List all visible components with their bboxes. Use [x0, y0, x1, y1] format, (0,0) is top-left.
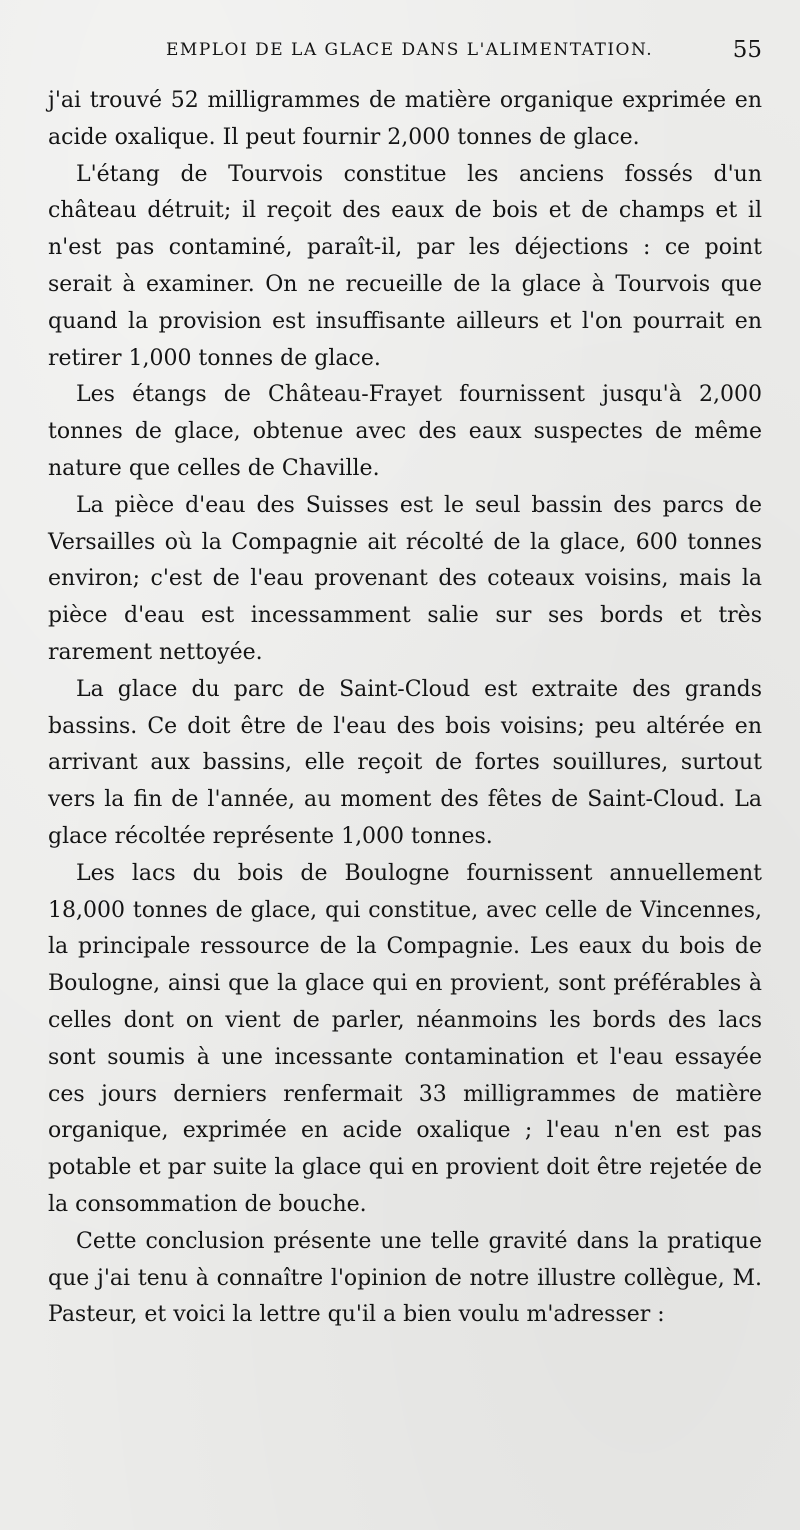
paragraph-continuation: j'ai trouvé 52 milligrammes de matière organique exprimée en acide oxalique. Il peut fournir 2,000 tonnes de glace.	[48, 88, 762, 150]
paragraph-chateau-frayet: Les étangs de Château-Frayet fournissent jusqu'à 2,000 tonnes de glace, obtenue avec des eaux suspectes de même nature que celles de Chaville.	[48, 382, 762, 481]
body-text	[48, 83, 762, 1334]
paragraph-bois-de-boulogne: Les lacs du bois de Boulogne fournissent annuellement 18,000 tonnes de glace, qui constitue, avec celle de Vincennes, la principale ressource de la Compagnie. Les eaux du bois de Boulogne, ainsi que la glace qui en provient, sont préférables à celles dont on vient de parler, néanmoins les bords des lacs sont soumis à une incessante contamination et l'eau essayée ces jours derniers renfermait 33 milligrammes de matière organique, exprimée en acide oxalique ; l'eau n'en est pas potable et par suite la glace qui en provient doit être rejetée de la consommation de bouche.	[48, 860, 762, 1217]
page-number: 55	[732, 37, 762, 63]
running-head	[48, 0, 762, 78]
paragraph-conclusion: Cette conclusion présente une telle gravité dans la pratique que j'ai tenu à connaître l'opinion de notre illustre collègue, M. Pasteur, et voici la lettre qu'il a bien voulu m'adresser :	[48, 1228, 762, 1328]
running-title: EMPLOI DE LA GLACE DANS L'ALIMENTATION.	[166, 40, 654, 60]
paragraph-saint-cloud: La glace du parc de Saint-Cloud est extraite des grands bassins. Ce doit être de l'eau des bois voisins; peu altérée en arrivant aux bassins, elle reçoit de fortes souillures, surtout vers la fin de l'année, au moment des fêtes de Saint-Cloud. La glace récoltée représente 1,000 tonnes.	[48, 676, 762, 849]
paragraph-tourvois: L'étang de Tourvois constitue les anciens fossés d'un château détruit; il reçoit des eaux de bois et de champs et il n'est pas contaminé, paraît-il, par les déjections : ce point serait à examiner. On ne recueille de la glace à Tourvois que quand la provision est insuffisante ailleurs et l'on pourrait en retirer 1,000 tonnes de glace.	[48, 161, 762, 371]
paragraph-suisses: La pièce d'eau des Suisses est le seul bassin des parcs de Versailles où la Compagnie ait récolté de la glace, 600 tonnes environ; c'est de l'eau provenant des coteaux voisins, mais la pièce d'eau est incessamment salie sur ses bords et très rarement nettoyée.	[48, 492, 762, 665]
